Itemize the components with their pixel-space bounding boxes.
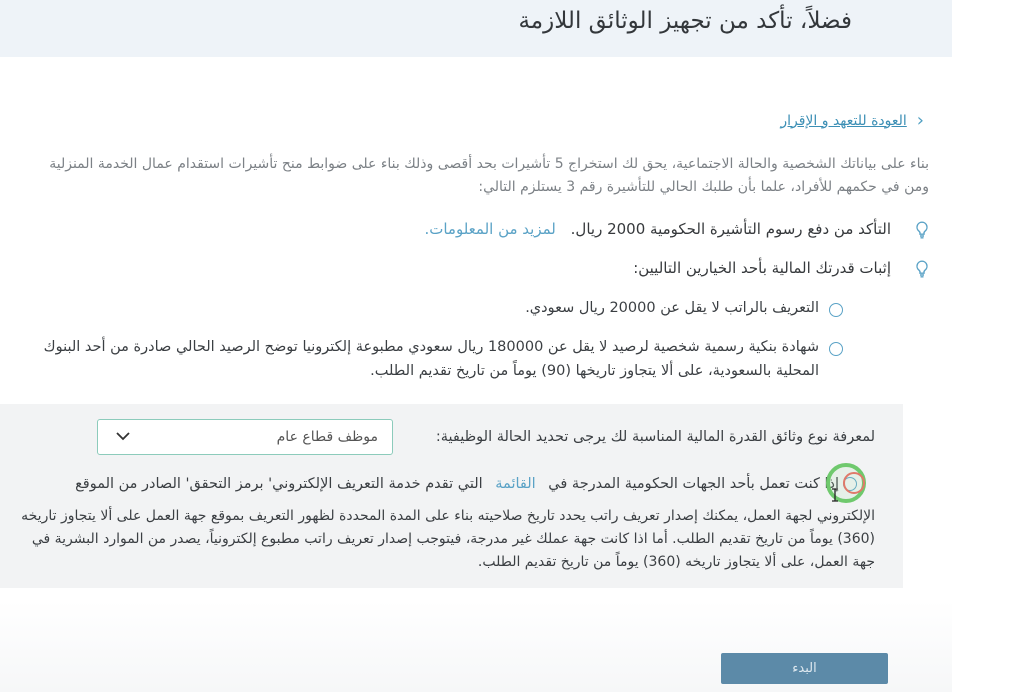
lightbulb-icon xyxy=(915,260,929,278)
notice-part1: إذا كنت تعمل بأحد الجهات الحكومية المدرجة في xyxy=(548,476,839,492)
requirement-financial: إثبات قدرتك المالية بأحد الخيارين التاليين: xyxy=(633,259,891,277)
notice-part2: التي تقدم خدمة التعريف الإلكتروني' برمز التحقق' الصادر من الموقع xyxy=(75,476,483,492)
list-link[interactable]: القائمة xyxy=(495,476,536,492)
option-salary-radio[interactable] xyxy=(829,303,843,317)
option-bank-text: شهادة بنكية رسمية شخصية لرصيد لا يقل عن 180000 ريال سعودي مطبوعة إلكترونيا توضح الرصيد الحالي صادرة من أحد البنوك المحلية بالسعودية، على ألا يتجاوز تاريخها (90) يوماً من تاريخ تقديم الطلب. xyxy=(43,339,819,379)
right-margin xyxy=(952,0,1029,692)
page-title: فضلاً، تأكد من تجهيز الوثائق اللازمة xyxy=(518,8,852,34)
chevron-down-icon xyxy=(116,432,130,441)
page-header xyxy=(0,0,952,57)
job-status-value: موظف قطاع عام xyxy=(276,429,378,445)
more-info-link[interactable]: لمزيد من المعلومات. xyxy=(424,220,556,238)
back-link-label[interactable]: العودة للتعهد و الإقرار xyxy=(780,112,907,129)
job-status-select[interactable] xyxy=(97,419,393,455)
start-button[interactable]: البدء xyxy=(721,653,888,684)
job-status-label: لمعرفة نوع وثائق القدرة المالية المناسبة لك يرجى تحديد الحالة الوظيفية: xyxy=(435,429,875,445)
requirement-fee xyxy=(424,220,891,238)
text-cursor-icon xyxy=(831,488,839,502)
back-link[interactable] xyxy=(780,110,924,131)
notice-first-line xyxy=(75,472,839,496)
requirement-fee-text: التأكد من دفع رسوم التأشيرة الحكومية 2000 ريال. xyxy=(570,220,891,238)
option-salary-text: التعريف بالراتب لا يقل عن 20000 ريال سعودي. xyxy=(525,300,819,316)
lightbulb-icon xyxy=(915,221,929,239)
intro-text: بناء على بياناتك الشخصية والحالة الاجتماعية، يحق لك استخراج 5 تأشيرات بحد أقصى وذلك بناء على ضوابط منح تأشيرات استقدام عمال الخدمة المنزلية ومن في حكمهم للأفراد، علما بأن طلبك الحالي للتأشيرة رقم 3 يستلزم التالي: xyxy=(49,156,929,195)
click-highlight-inner xyxy=(843,472,865,494)
notice-continuation: الإلكتروني لجهة العمل، يمكنك إصدار تعريف راتب يحدد تاريخ صلاحيته بناء على المدة المحددة لظهور التعريف بموقع جهة العمل على ألا يتجاوز تاريخه (360) يوماً من تاريخ تقديم الطلب. أما اذا كانت جهة عملك غير مدرجة، فيتوجب إصدار تعريف راتب مطبوع إلكترونياً، يصدر من الموارد البشرية في جهة العمل، على ألا يتجاوز تاريخه (360) يوماً من تاريخ تقديم الطلب. xyxy=(21,508,875,570)
chevron-right-icon: ‹ xyxy=(916,110,924,131)
option-bank-radio[interactable] xyxy=(829,342,843,356)
